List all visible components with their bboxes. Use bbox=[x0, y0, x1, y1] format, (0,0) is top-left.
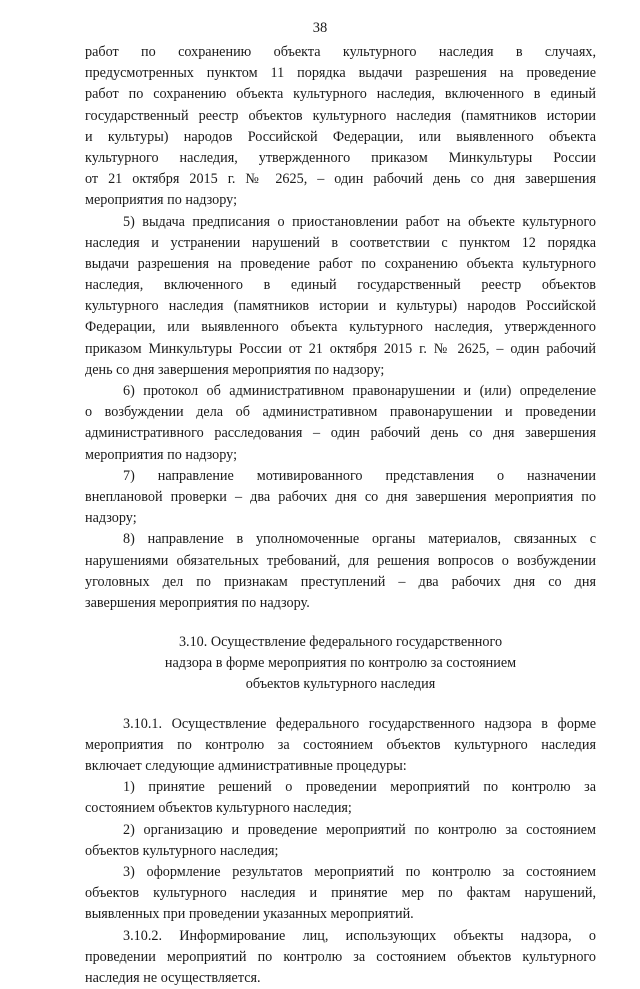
paragraph-procedure-1 bbox=[85, 777, 596, 819]
heading-line: надзора в форме мероприятия по контролю за состоянием bbox=[85, 653, 596, 674]
text-line: 3) оформление результатов мероприятий по контролю за состоянием bbox=[85, 862, 596, 883]
paragraph-procedure-3 bbox=[85, 862, 596, 926]
text-line: 3.10.1. Осуществление федерального государственного надзора в форме bbox=[85, 714, 596, 735]
heading-line: 3.10. Осуществление федерального государственного bbox=[85, 632, 596, 653]
text-line: надзору; bbox=[85, 508, 596, 529]
text-line: о возбуждении дела об административном правонарушении и проведении bbox=[85, 402, 596, 423]
document-body bbox=[85, 42, 596, 989]
text-line: наследия, включенного в единый государственный реестр объектов bbox=[85, 275, 596, 296]
text-line: объектов культурного наследия и принятие мер по фактам нарушений, bbox=[85, 883, 596, 904]
text-line: приказом Минкультуры России от 21 октября 2015 г. № 2625, – один рабочий bbox=[85, 339, 596, 360]
text-line: предусмотренных пунктом 11 порядка выдачи разрешения на проведение bbox=[85, 63, 596, 84]
paragraph-item-7 bbox=[85, 466, 596, 530]
text-line: день со дня завершения мероприятия по надзору; bbox=[85, 360, 596, 381]
page-number: 38 bbox=[0, 20, 640, 37]
text-line: проведении мероприятий по контролю за состоянием объектов культурного bbox=[85, 947, 596, 968]
text-line: от 21 октября 2015 г. № 2625, – один рабочий день со дня завершения bbox=[85, 169, 596, 190]
paragraph-procedure-2 bbox=[85, 820, 596, 862]
text-line: работ по сохранению объекта культурного наследия, включенного в единый bbox=[85, 84, 596, 105]
text-line: 1) принятие решений о проведении мероприятий по контролю за bbox=[85, 777, 596, 798]
paragraph-3-10-2 bbox=[85, 926, 596, 989]
text-line: 3.10.2. Информирование лиц, использующих объекты надзора, о bbox=[85, 926, 596, 947]
text-line: наследия и устранении нарушений в соответствии с пунктом 12 порядка bbox=[85, 233, 596, 254]
text-line: 6) протокол об административном правонарушении и (или) определение bbox=[85, 381, 596, 402]
text-line: объектов культурного наследия; bbox=[85, 841, 596, 862]
text-line: включает следующие административные процедуры: bbox=[85, 756, 596, 777]
text-line: наследия не осуществляется. bbox=[85, 968, 596, 989]
text-line: мероприятия по надзору; bbox=[85, 190, 596, 211]
text-line: 5) выдача предписания о приостановлении работ на объекте культурного bbox=[85, 212, 596, 233]
text-line: нарушениями обязательных требований, для решения вопросов о возбуждении bbox=[85, 551, 596, 572]
text-line: работ по сохранению объекта культурного наследия в случаях, bbox=[85, 42, 596, 63]
section-heading bbox=[85, 632, 596, 696]
text-line: внеплановой проверки – два рабочих дня со дня завершения мероприятия по bbox=[85, 487, 596, 508]
text-line: завершения мероприятия по надзору. bbox=[85, 593, 596, 614]
text-line: 2) организацию и проведение мероприятий по контролю за состоянием bbox=[85, 820, 596, 841]
text-line: государственный реестр объектов культурного наследия (памятников истории bbox=[85, 106, 596, 127]
text-line: состоянием объектов культурного наследия; bbox=[85, 798, 596, 819]
text-line: уголовных дел по признакам преступлений – два рабочих дня со дня bbox=[85, 572, 596, 593]
text-line: 7) направление мотивированного представления о назначении bbox=[85, 466, 596, 487]
text-line: и культуры) народов Российской Федерации, или выявленного объекта bbox=[85, 127, 596, 148]
heading-line: объектов культурного наследия bbox=[85, 674, 596, 695]
paragraph-3-10-1 bbox=[85, 714, 596, 778]
text-line: мероприятия по контролю за состоянием объектов культурного наследия bbox=[85, 735, 596, 756]
text-line: культурного наследия (памятников истории и культуры) народов Российской bbox=[85, 296, 596, 317]
paragraph-item-8 bbox=[85, 529, 596, 614]
text-line: Федерации, или выявленного объекта культурного наследия, утвержденного bbox=[85, 317, 596, 338]
text-line: культурного наследия, утвержденного приказом Минкультуры России bbox=[85, 148, 596, 169]
text-line: мероприятия по надзору; bbox=[85, 445, 596, 466]
paragraph-item-5 bbox=[85, 212, 596, 382]
text-line: выявленных при проведении указанных мероприятий. bbox=[85, 904, 596, 925]
text-line: 8) направление в уполномоченные органы материалов, связанных с bbox=[85, 529, 596, 550]
text-line: административного расследования – один рабочий день со дня завершения bbox=[85, 423, 596, 444]
text-line: выдачи разрешения на проведение работ по сохранению объекта культурного bbox=[85, 254, 596, 275]
paragraph-continuation bbox=[85, 42, 596, 212]
paragraph-item-6 bbox=[85, 381, 596, 466]
